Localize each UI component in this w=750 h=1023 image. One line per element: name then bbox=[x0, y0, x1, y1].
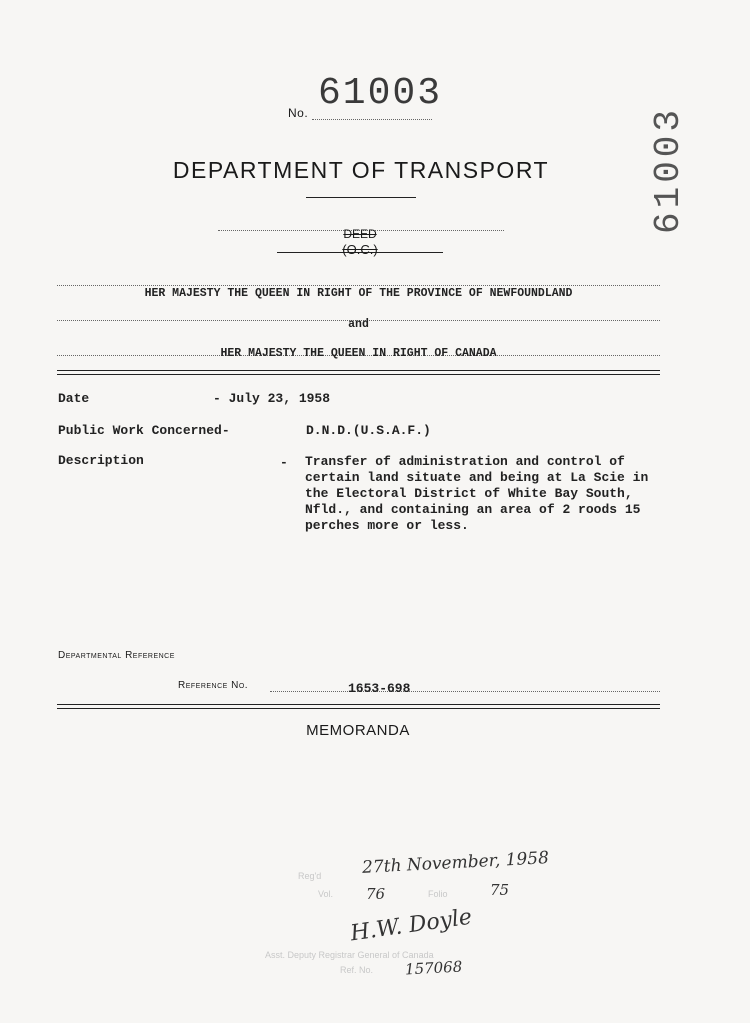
section-rule-1 bbox=[57, 370, 660, 371]
handwritten-registration-number: 157068 bbox=[404, 957, 463, 979]
page-title: DEPARTMENT OF TRANSPORT bbox=[172, 157, 550, 183]
deed-type: DEED bbox=[343, 227, 377, 241]
handwritten-date: 27th November, 1958 bbox=[361, 848, 550, 878]
public-work-value: D.N.D.(U.S.A.F.) bbox=[306, 423, 431, 438]
faint-stamp-folio: Folio bbox=[428, 889, 448, 899]
faint-stamp-registered: Reg'd bbox=[298, 871, 322, 881]
signature: H.W. Doyle bbox=[348, 904, 474, 947]
reference-line bbox=[270, 691, 660, 692]
party-first: HER MAJESTY THE QUEEN IN RIGHT OF THE PROVINCE OF NEWFOUNDLAND bbox=[144, 287, 573, 300]
party-line-top bbox=[57, 285, 660, 286]
description-dash: - bbox=[280, 455, 288, 470]
faint-stamp-volume: Vol. bbox=[318, 889, 334, 899]
title-underline bbox=[306, 197, 416, 198]
reference-number-value: 1653-698 bbox=[348, 681, 411, 696]
document-number: 61003 bbox=[318, 72, 443, 115]
description-value: Transfer of administration and control of certain land situate and being at La Scie in the Electoral District of White Bay South, Nfld., and containing an area of 2 roods 15 perches more or less. bbox=[305, 454, 649, 533]
description-label: Description bbox=[58, 453, 144, 468]
memoranda-rule-2 bbox=[57, 708, 660, 709]
section-rule-2 bbox=[57, 374, 660, 375]
handwritten-volume-number: 76 bbox=[366, 885, 386, 903]
memoranda-rule-1 bbox=[57, 704, 660, 705]
number-underline bbox=[312, 119, 432, 120]
handwritten-folio-number: 75 bbox=[490, 881, 510, 899]
date-value: - July 23, 1958 bbox=[213, 391, 331, 406]
number-label: No. bbox=[288, 106, 309, 120]
faint-stamp-ref-number: Ref. No. bbox=[340, 965, 374, 975]
public-work-label: Public Work Concerned- bbox=[58, 423, 230, 438]
faint-stamp-registrar: Asst. Deputy Registrar General of Canada bbox=[265, 950, 434, 960]
reference-number-label: Reference No. bbox=[178, 680, 249, 691]
memoranda-title: MEMORANDA bbox=[306, 722, 410, 739]
party-second: HER MAJESTY THE QUEEN IN RIGHT OF CANADA bbox=[220, 347, 497, 360]
side-number-stamp: 61003 bbox=[648, 105, 689, 235]
date-label: Date bbox=[58, 391, 90, 406]
party-connector: and bbox=[348, 318, 369, 331]
deed-authority: (O.C.) bbox=[342, 242, 378, 257]
departmental-reference-label: Departmental Reference bbox=[58, 650, 175, 661]
